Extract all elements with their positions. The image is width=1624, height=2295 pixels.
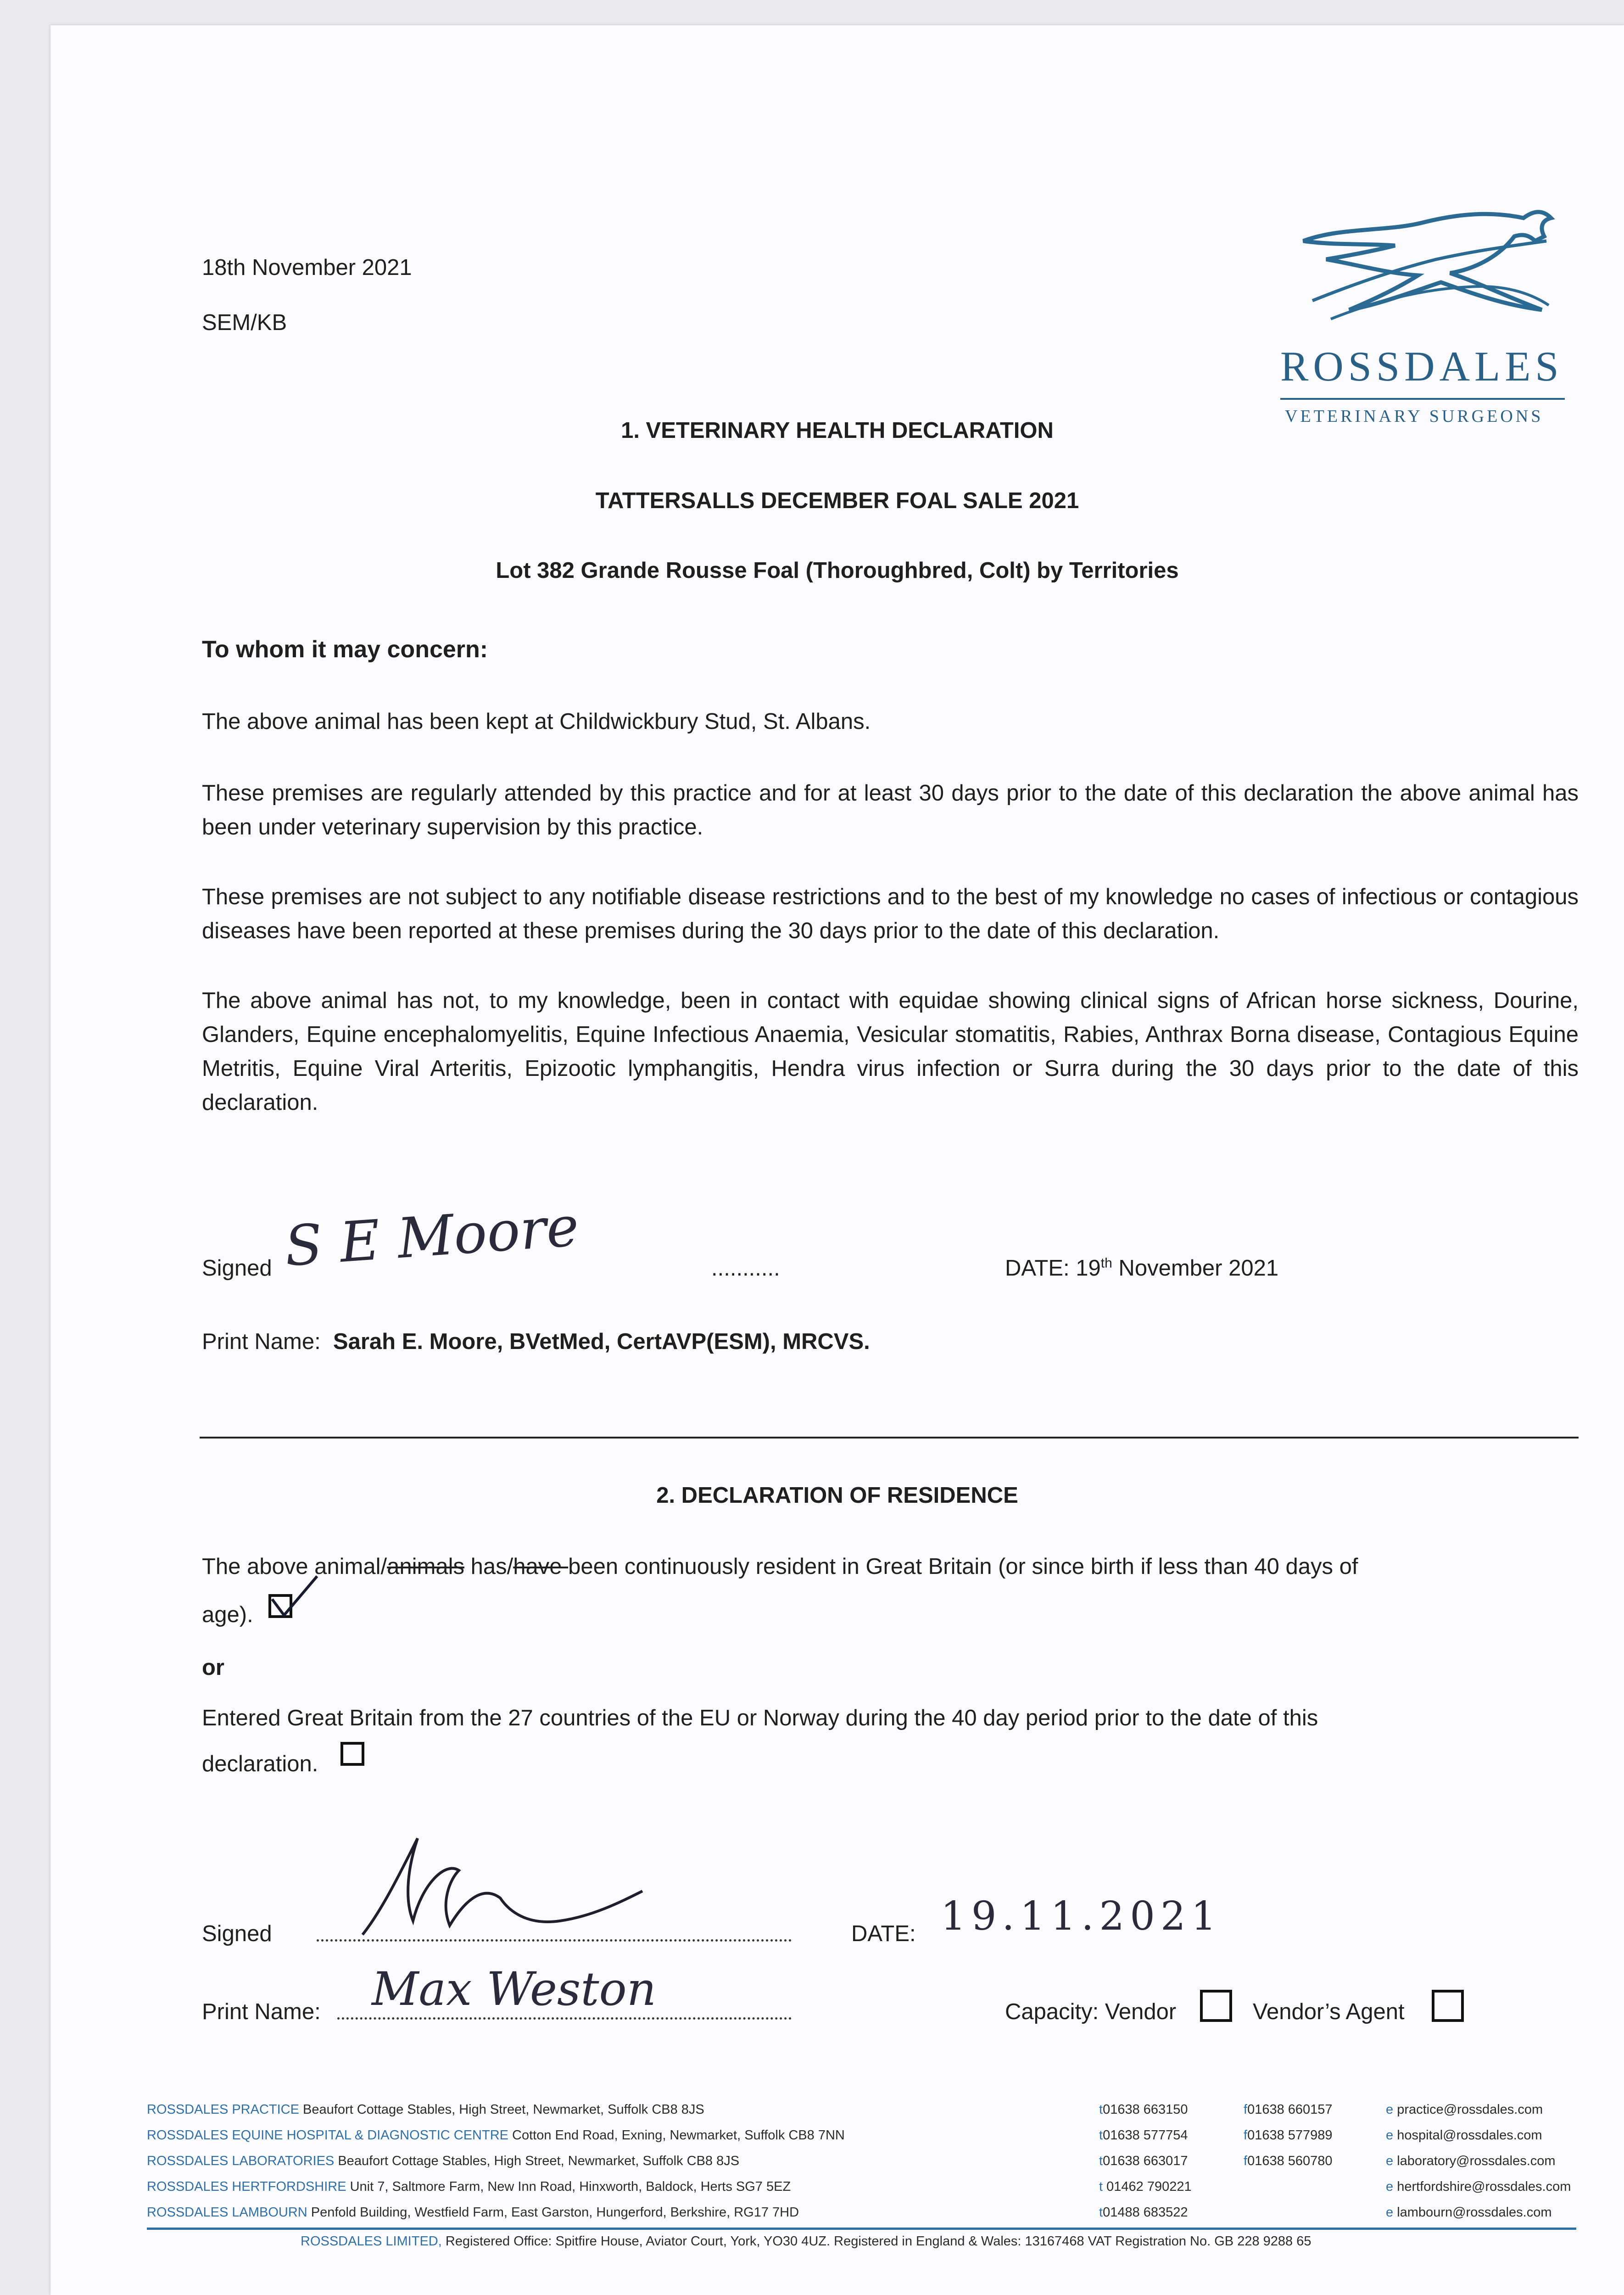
paragraph-restrictions: These premises are not subject to any notifiable disease restrictions and to the best of my knowledge no cases of infectious or contagious diseases have been reported at these premises during the 30 days prior to the date of this declaration.	[202, 884, 1579, 943]
vendors-agent-checkbox[interactable]	[1432, 1990, 1464, 2022]
registered-office	[301, 2234, 1311, 2249]
print-name-label-2: Print Name:	[202, 1999, 321, 2024]
fax-prefix: f	[1244, 2102, 1248, 2117]
check-mark-icon	[262, 1572, 326, 1627]
tel-number: 01638 663017	[1103, 2154, 1188, 2168]
paragraph-supervision: These premises are regularly attended by this practice and for at least 30 days prior to the date of this declaration the above animal has been under veterinary supervision by this practice.	[202, 781, 1579, 840]
email-prefix: e	[1386, 2154, 1394, 2168]
tel-prefix: t	[1099, 2205, 1103, 2220]
registered-office-text: Registered Office: Spitfire House, Aviator Court, York, YO30 4UZ. Registered in England & Wales: 13167468 VAT Registration No. GB 228 9288 65	[441, 2234, 1311, 2249]
signature-weston	[344, 1829, 711, 1948]
tel-number: 01462 790221	[1103, 2179, 1192, 2194]
office-name: ROSSDALES HERTFORDSHIRE	[147, 2179, 346, 2194]
eu-checkbox[interactable]	[340, 1742, 364, 1766]
paragraph-contact: The above animal has not, to my knowledge, been in contact with equidae showing clinical signs of African horse sickness, Dourine, Glanders, Equine encephalomyelitis, Equine Infectious Anaemia, Vesicular stomatitis, Rabies, Anthrax Borna disease, Contagious Equine Metritis, Equine Viral Arteritis, Epizootic lymphangitis, Hendra virus infection or Surra during the 30 days prior to the date of this declaration.	[202, 988, 1579, 1115]
email-prefix: e	[1386, 2179, 1394, 2194]
or-label: or	[202, 1655, 224, 1680]
email-address: practice@rossdales.com	[1397, 2102, 1543, 2117]
tel-lambourn[interactable]	[1099, 2205, 1188, 2220]
salutation: To whom it may concern:	[202, 636, 488, 663]
date-2-label: DATE:	[851, 1921, 916, 1946]
office-practice	[147, 2102, 704, 2117]
tel-number: 01638 577754	[1103, 2128, 1188, 2143]
signature-moore: S E Moore	[282, 1194, 581, 1279]
tel-prefix: t	[1099, 2179, 1103, 2194]
fax-practice	[1244, 2102, 1333, 2117]
print-name-handwritten: Max Weston	[372, 1962, 657, 2016]
tel-hospital[interactable]	[1099, 2128, 1188, 2143]
declaration-page	[50, 25, 1624, 2295]
office-address: Unit 7, Saltmore Farm, New Inn Road, Hinxworth, Baldock, Herts SG7 5EZ	[350, 2179, 791, 2194]
logo-tagline: VETERINARY SURGEONS	[1285, 407, 1544, 426]
paragraph-kept: The above animal has been kept at Childwickbury Stud, St. Albans.	[202, 709, 871, 734]
email-prefix: e	[1386, 2102, 1394, 2117]
office-name: ROSSDALES LAMBOURN	[147, 2205, 307, 2220]
office-hospital	[147, 2128, 845, 2143]
email-address: lambourn@rossdales.com	[1397, 2205, 1552, 2220]
lot-title: Lot 382 Grande Rousse Foal (Thoroughbred, Colt) by Territories	[496, 558, 1179, 583]
footer-divider	[147, 2228, 1576, 2230]
residence-line-1	[202, 1554, 1358, 1579]
vendors-agent-label: Vendor’s Agent	[1253, 1999, 1405, 2024]
email-address: laboratory@rossdales.com	[1397, 2154, 1556, 2168]
section1-title: 1. VETERINARY HEALTH DECLARATION	[621, 418, 1054, 443]
date-2-handwritten: 19.11.2021	[941, 1893, 1222, 1939]
sale-title: TATTERSALLS DECEMBER FOAL SALE 2021	[595, 488, 1079, 513]
fax-number: 01638 560780	[1247, 2154, 1333, 2168]
residence-text-a: The above animal/	[202, 1554, 387, 1579]
residence-line-2: age).	[202, 1602, 253, 1627]
fax-number: 01638 660157	[1247, 2102, 1333, 2117]
tel-number: 01488 683522	[1103, 2205, 1188, 2220]
residence-text-b: has/	[464, 1554, 513, 1579]
fax-prefix: f	[1244, 2128, 1248, 2143]
print-name-value-1: Sarah E. Moore, BVetMed, CertAVP(ESM), MRCVS.	[333, 1329, 870, 1354]
tel-prefix: t	[1099, 2128, 1103, 2143]
tel-prefix: t	[1099, 2154, 1103, 2168]
email-hertfordshire[interactable]	[1386, 2179, 1571, 2194]
email-hospital[interactable]	[1386, 2128, 1542, 2143]
office-hertfordshire	[147, 2179, 791, 2194]
fax-laboratories	[1244, 2154, 1333, 2169]
office-name: ROSSDALES EQUINE HOSPITAL & DIAGNOSTIC CENTRE	[147, 2128, 508, 2143]
email-lambourn[interactable]	[1386, 2205, 1552, 2220]
office-address: Beaufort Cottage Stables, High Street, Newmarket, Suffolk CB8 8JS	[303, 2102, 704, 2117]
fax-prefix: f	[1244, 2154, 1248, 2168]
date-1	[1005, 1255, 1278, 1281]
section2-title: 2. DECLARATION OF RESIDENCE	[656, 1483, 1018, 1508]
struck-animals: animals	[387, 1554, 464, 1579]
signed-label-1: Signed	[202, 1256, 272, 1281]
eu-line-1: Entered Great Britain from the 27 countries of the EU or Norway during the 40 day period prior to the date of this	[202, 1706, 1318, 1730]
office-address: Cotton End Road, Exning, Newmarket, Suffolk CB8 7NN	[512, 2128, 845, 2143]
email-address: hertfordshire@rossdales.com	[1397, 2179, 1571, 2194]
vendor-checkbox[interactable]	[1200, 1990, 1232, 2022]
email-prefix: e	[1386, 2128, 1394, 2143]
signed-label-2: Signed	[202, 1921, 272, 1946]
rossdales-logo	[1280, 190, 1569, 429]
office-address: Penfold Building, Westfield Farm, East Garston, Hungerford, Berkshire, RG17 7HD	[311, 2205, 799, 2220]
print-name-label-1: Print Name:	[202, 1329, 321, 1354]
date-1-label: DATE: 19	[1005, 1256, 1101, 1281]
eu-line-2: declaration.	[202, 1752, 318, 1776]
email-prefix: e	[1386, 2205, 1394, 2220]
registered-company-name: ROSSDALES LIMITED,	[301, 2234, 442, 2249]
date-1-rest: November 2021	[1112, 1256, 1279, 1281]
print-name-1	[202, 1329, 870, 1355]
logo-divider	[1280, 398, 1565, 400]
residence-text-c: been continuously resident in Great Britain (or since birth if less than 40 days of	[568, 1554, 1358, 1579]
fax-hospital	[1244, 2128, 1333, 2143]
office-address: Beaufort Cottage Stables, High Street, Newmarket, Suffolk CB8 8JS	[338, 2154, 740, 2168]
struck-have: have	[513, 1554, 569, 1579]
email-laboratories[interactable]	[1386, 2154, 1556, 2169]
letter-reference: SEM/KB	[202, 310, 287, 335]
office-laboratories	[147, 2154, 739, 2169]
tel-number: 01638 663150	[1103, 2102, 1188, 2117]
section-divider	[200, 1437, 1579, 1439]
office-lambourn	[147, 2205, 799, 2220]
office-name: ROSSDALES PRACTICE	[147, 2102, 299, 2117]
fax-number: 01638 577989	[1247, 2128, 1333, 2143]
office-name: ROSSDALES LABORATORIES	[147, 2154, 335, 2168]
tel-prefix: t	[1099, 2102, 1103, 2117]
tel-practice[interactable]	[1099, 2102, 1188, 2117]
signature-dots-1: ...........	[711, 1256, 780, 1281]
horse-logo-icon	[1285, 190, 1560, 342]
capacity-vendor-label: Capacity: Vendor	[1005, 1999, 1177, 2024]
email-address: hospital@rossdales.com	[1397, 2128, 1542, 2143]
tel-hertfordshire[interactable]	[1099, 2179, 1192, 2194]
logo-brand-name: ROSSDALES	[1280, 343, 1563, 390]
resident-checkbox[interactable]	[268, 1594, 292, 1618]
letter-date: 18th November 2021	[202, 255, 412, 280]
email-practice[interactable]	[1386, 2102, 1543, 2117]
date-1-suffix: th	[1100, 1255, 1112, 1271]
tel-laboratories[interactable]	[1099, 2154, 1188, 2169]
